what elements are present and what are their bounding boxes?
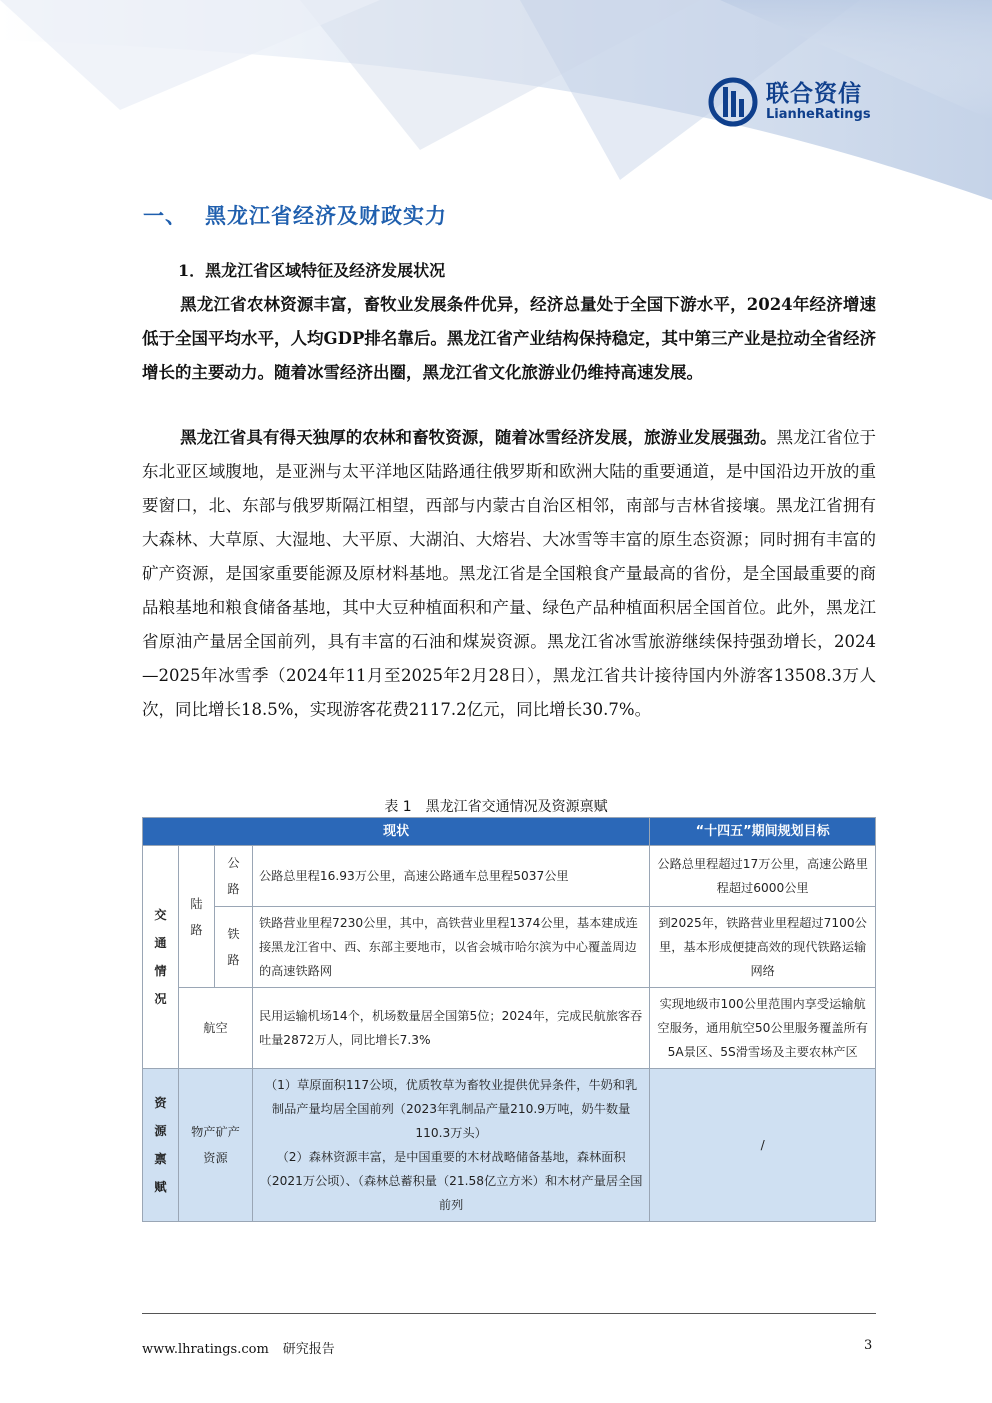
section-number: 一、 — [143, 204, 187, 228]
land-label: 陆路 — [190, 896, 203, 937]
brand-name-en: LianheRatings — [766, 107, 871, 122]
table-row-highway — [143, 846, 876, 907]
highway-label: 公路 — [227, 856, 240, 896]
footer-info — [142, 1338, 335, 1357]
section-title: 黑龙江省经济及财政实力 — [205, 204, 447, 228]
lianhe-logo-icon — [708, 77, 758, 127]
footer-divider — [142, 1313, 876, 1314]
mineral-plan: / — [650, 1069, 876, 1222]
railway-plan: 到2025年，铁路营业里程超过7100公里，基本形成便捷高效的现代铁路运输网络 — [650, 907, 876, 988]
aviation-status: 民用运输机场14个，机场数量居全国第5位；2024年，完成民航旅客吞吐量2872万人，同比增长7.3% — [252, 988, 649, 1069]
resource-label-cell — [143, 1069, 179, 1222]
highway-plan: 公路总里程超过17万公里，高速公路里程超过6000公里 — [650, 846, 876, 907]
detail-lead: 黑龙江省具有得天独厚的农林和畜牧资源，随着冰雪经济发展，旅游业发展强劲。 — [180, 428, 777, 447]
aviation-plan: 实现地级市100公里范围内享受运输航空服务，通用航空50公里服务覆盖所有5A景区、5S滑雪场及主要农林产区 — [650, 988, 876, 1069]
mineral-status — [252, 1069, 649, 1222]
table-caption: 表 1 黑龙江省交通情况及资源禀赋 — [384, 799, 608, 815]
railway-label-cell — [214, 907, 252, 988]
summary-paragraph — [142, 288, 876, 390]
mineral-status-2: （2）森林资源丰富，是中国重要的木材战略储备基地，森林面积（2021万公顷）、（森林总蓄积量（21.58亿立方米）和木材产量居全国前列 — [259, 1150, 643, 1212]
section-heading — [143, 200, 447, 230]
brand-logo — [708, 72, 888, 132]
transport-resources-table — [142, 817, 876, 1222]
mineral-status-1: （1）草原面积117公顷，优质牧草为畜牧业提供优异条件，牛奶和乳制品产量均居全国前列（2023年乳制品产量210.9万吨，奶牛数量110.3万头） — [264, 1078, 638, 1140]
transport-label-cell — [143, 846, 179, 1069]
detail-paragraph — [142, 421, 876, 727]
header-status: 现状 — [143, 818, 650, 846]
railway-label: 铁路 — [227, 927, 240, 967]
footer-website[interactable]: www.lhratings.com — [142, 1342, 269, 1357]
footer-doc-type: 研究报告 — [282, 1342, 335, 1357]
table-row-aviation — [143, 988, 876, 1069]
highway-label-cell — [214, 846, 252, 907]
land-label-cell — [178, 846, 214, 988]
subsection-heading: 1．黑龙江省区域特征及经济发展状况 — [178, 261, 446, 280]
aviation-label: 航空 — [178, 988, 252, 1069]
table-header-row — [143, 818, 876, 846]
table-row-resources — [143, 1069, 876, 1222]
transport-label: 交通情况 — [154, 908, 167, 1006]
railway-status: 铁路营业里程7230公里，其中，高铁营业里程1374公里，基本建成连接黑龙江省中、西、东部主要地市，以省会城市哈尔滨为中心覆盖周边的高速铁路网 — [252, 907, 649, 988]
highway-status: 公路总里程16.93万公里，高速公路通车总里程5037公里 — [252, 846, 649, 907]
brand-name-cn: 联合资信 — [766, 81, 862, 107]
mineral-label: 物产矿产资源 — [191, 1125, 240, 1165]
header-plan: “十四五”期间规划目标 — [650, 818, 876, 846]
page-number: 3 — [864, 1338, 873, 1353]
table-row-railway — [143, 907, 876, 988]
summary-text: 黑龙江省农林资源丰富，畜牧业发展条件优异，经济总量处于全国下游水平，2024年经济增速低于全国平均水平，人均GDP排名靠后。黑龙江省产业结构保持稳定，其中第三产业是拉动全省经济增长的主要动力。随着冰雪经济出圈，黑龙江省文化旅游业仍维持高速发展。 — [142, 295, 876, 382]
detail-body: 黑龙江省位于东北亚区域腹地，是亚洲与太平洋地区陆路通往俄罗斯和欧洲大陆的重要通道，是中国沿边开放的重要窗口，北、东部与俄罗斯隔江相望，西部与内蒙古自治区相邻，南部与吉林省接壤。黑龙江省拥有大森林、大草原、大湿地、大平原、大湖泊、大熔岩、大冰雪等丰富的原生态资源；同时拥有丰富的矿产资源，是国家重要能源及原材料基地。黑龙江省是全国粮食产量最高的省份，是全国最重要的商品粮基地和粮食储备基地，其中大豆种植面积和产量、绿色产品种植面积居全国首位。此外，黑龙江省原油产量居全国前列，具有丰富的石油和煤炭资源。黑龙江省冰雪旅游继续保持强劲增长，2024—2025年冰雪季（2024年11月至2025年2月28日），黑龙江省共计接待国内外游客13508.3万人次，同比增长18.5%，实现游客花费2117.2亿元，同比增长30.7%。 — [142, 428, 877, 719]
mineral-label-cell — [178, 1069, 252, 1222]
resource-label: 资源禀赋 — [154, 1096, 167, 1194]
